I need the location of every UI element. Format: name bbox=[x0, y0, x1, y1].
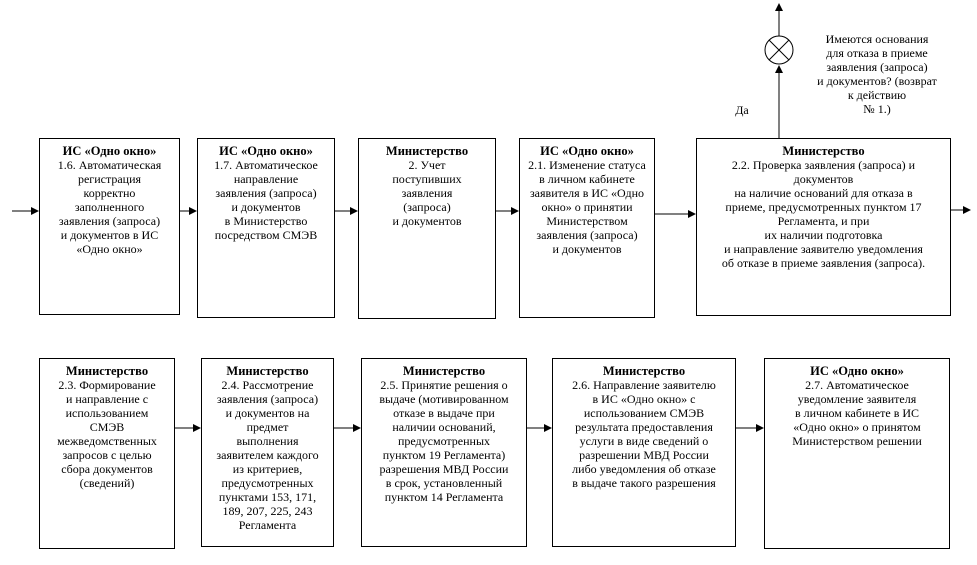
decision-question: Имеются основания для отказа в приеме заявления (запроса) и документов? (возврат к действию № 1.) bbox=[817, 32, 937, 116]
step-2-1-box bbox=[519, 138, 655, 318]
step-2-3-actor: Министерство bbox=[65, 364, 149, 378]
decision-yes-label: Да bbox=[735, 103, 749, 117]
step-1-6-actor: ИС «Одно окно» bbox=[62, 144, 157, 158]
step-2-1-actor: ИС «Одно окно» bbox=[540, 144, 634, 158]
step-2-4-text: 2.4. Рассмотрение заявления (запроса) и документов на предмет выполнения заявителем каждого из критериев, предусмотренных пунктами 153, 171, 189, 207, 225, 243 Регламента bbox=[216, 378, 319, 532]
step-2-5-box bbox=[361, 358, 527, 547]
step-1-7-actor: ИС «Одно окно» bbox=[219, 144, 313, 158]
step-2-3-box bbox=[39, 358, 175, 549]
step-2-text: 2. Учет поступивших заявления (запроса) и документов bbox=[392, 158, 462, 228]
step-2-5-text: 2.5. Принятие решения о выдаче (мотивированном отказе в выдаче при наличии оснований, предусмотренных пунктом 19 Регламента) разрешения МВД России в срок, установленный пунктом 14 Регламента bbox=[379, 378, 509, 504]
step-2-6-text: 2.6. Направление заявителю в ИС «Одно окно» с использованием СМЭВ результата предоставления услуги в виде сведений о разрешении МВД России либо уведомления об отказе в выдаче такого разрешения bbox=[572, 378, 716, 490]
step-1-6-box bbox=[39, 138, 180, 315]
step-1-6-text: 1.6. Автоматическая регистрация корректно заполненного заявления (запроса) и документов в ИС «Одно окно» bbox=[57, 158, 162, 256]
step-2-6-actor: Министерство bbox=[602, 364, 686, 378]
step-2-box bbox=[358, 138, 496, 319]
step-2-5-actor: Министерство bbox=[402, 364, 486, 378]
step-2-7-box bbox=[764, 358, 950, 549]
step-1-7-text: 1.7. Автоматическое направление заявления (запроса) и документов в Министерство посредством СМЭВ bbox=[214, 158, 318, 242]
step-2-2-text: 2.2. Проверка заявления (запроса) и документов на наличие оснований для отказа в приеме, предусмотренных пунктом 17 Регламента, и при их наличии подготовка и направление заявителю уведомления об отказе в приеме заявления (запроса). bbox=[721, 158, 926, 270]
step-2-7-actor: ИС «Одно окно» bbox=[810, 364, 904, 378]
step-2-2-box bbox=[696, 138, 951, 316]
step-2-6-box bbox=[552, 358, 736, 547]
step-2-1-text: 2.1. Изменение статуса в личном кабинете заявителя в ИС «Одно окно» о принятии Министерством заявления (запроса) и документов bbox=[528, 158, 646, 256]
step-2-actor: Министерство bbox=[385, 144, 469, 158]
step-2-7-text: 2.7. Автоматическое уведомление заявителя в личном кабинете в ИС «Одно окно» о принятом Министерством решении bbox=[792, 378, 922, 448]
step-1-7-box bbox=[197, 138, 335, 318]
step-2-2-actor: Министерство bbox=[782, 144, 865, 158]
step-2-4-actor: Министерство bbox=[226, 364, 309, 378]
step-2-4-box bbox=[201, 358, 334, 547]
step-2-3-text: 2.3. Формирование и направление с использованием СМЭВ межведомственных запросов с целью сбора документов (сведений) bbox=[57, 378, 157, 490]
